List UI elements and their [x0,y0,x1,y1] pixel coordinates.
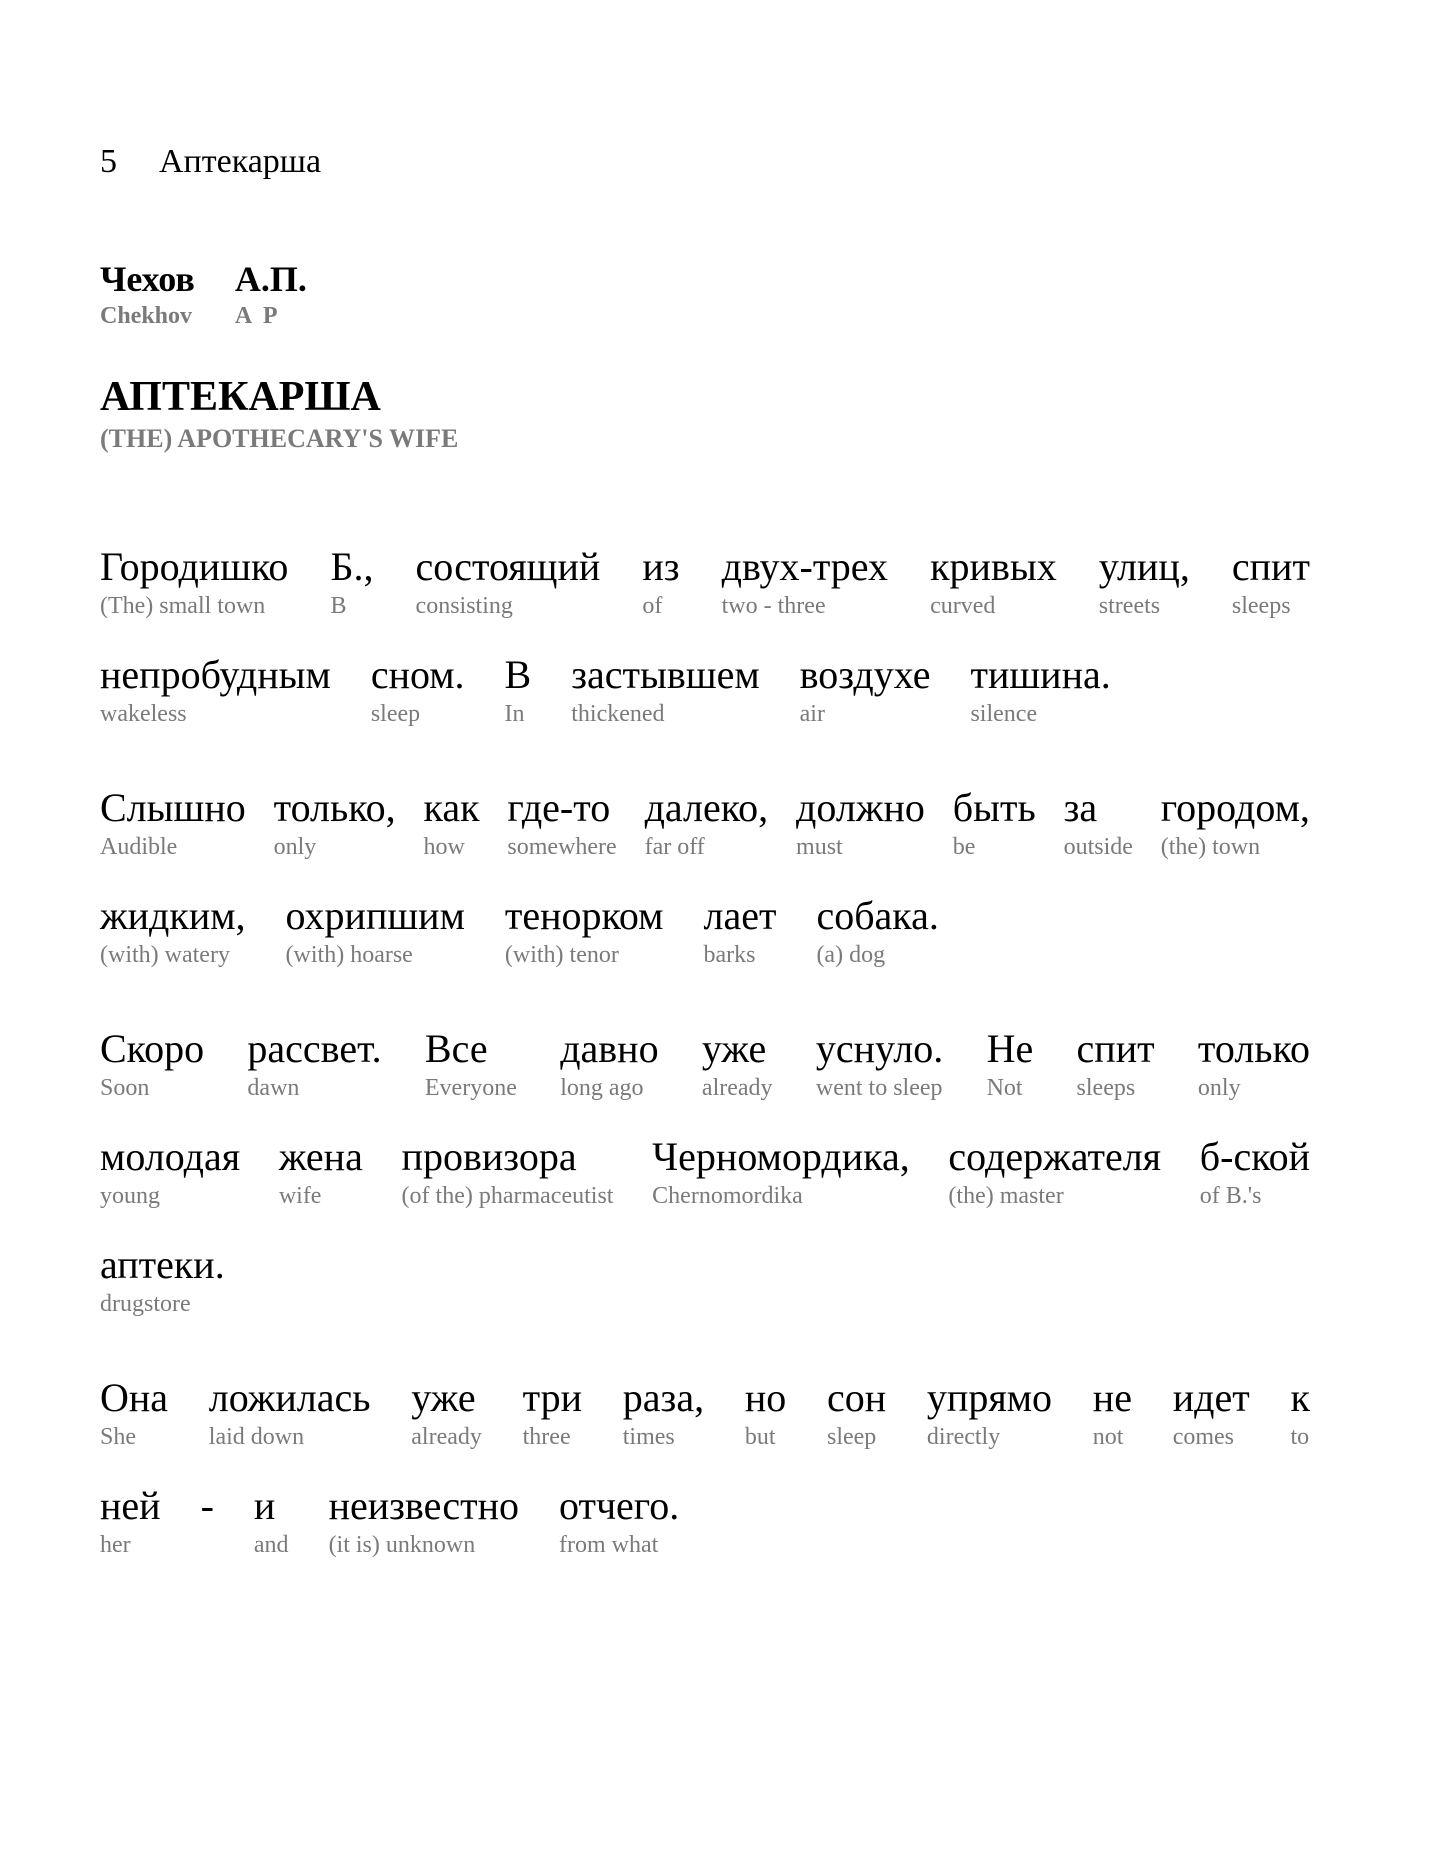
english-gloss: comes [1172,1424,1235,1450]
word-pair [100,1482,161,1560]
author-initials-pair [235,257,307,331]
running-title: Аптекарша [159,143,322,180]
english-gloss: streets [1098,593,1161,619]
word-pair [1161,784,1310,862]
english-gloss: (it is) unknown [328,1532,476,1558]
english-gloss: (the) town [1160,834,1261,860]
author-surname-gloss: Chekhov [100,303,193,329]
interlinear-line [100,1025,1310,1103]
russian-word: быть [952,785,1036,830]
english-gloss: dawn [247,1075,300,1101]
word-pair [1064,784,1133,862]
english-gloss: sleeps [1076,1075,1136,1101]
english-gloss: (The) small town [100,593,266,619]
word-pair [505,892,664,970]
russian-word: только, [273,785,396,830]
russian-word: собака. [816,893,939,938]
word-pair [523,1374,582,1452]
word-pair [209,1374,371,1452]
russian-word: раза, [622,1375,705,1420]
english-gloss: to [1290,1424,1310,1450]
russian-word: рассвет. [247,1026,382,1071]
page-number: 5 [100,143,117,180]
english-gloss: consisting [415,593,513,619]
english-gloss: times [622,1424,675,1450]
russian-word: Б., [330,544,374,589]
word-pair [100,1133,240,1211]
word-pair [371,651,465,729]
interlinear-line [100,1133,1310,1211]
word-pair [816,892,938,970]
word-pair [411,1374,482,1452]
story-title-block [100,371,1310,455]
word-pair [1173,1374,1250,1452]
russian-word: содержателя [948,1134,1162,1179]
russian-word: как [423,785,480,830]
russian-word: но [744,1375,787,1420]
word-pair [425,1025,517,1103]
english-gloss: thickened [571,701,665,727]
paragraph [100,784,1310,970]
paragraph [100,1025,1310,1319]
russian-word: сон [826,1375,887,1420]
russian-word: должно [796,785,925,830]
english-gloss: Everyone [424,1075,517,1101]
word-pair [100,1241,225,1319]
word-pair [623,1374,704,1452]
word-pair [930,543,1057,621]
english-gloss: air [799,701,825,727]
english-gloss: how [423,834,465,860]
word-pair [970,651,1110,729]
russian-word: три [522,1375,583,1420]
word-pair [703,892,776,970]
english-gloss: outside [1063,834,1133,860]
author-line [100,257,1310,331]
interlinear-line [100,1241,1310,1319]
english-gloss: (a) dog [816,942,886,968]
interlinear-line [100,1482,1310,1560]
story-title-gloss: (THE) APOTHECARY'S WIFE [100,424,459,453]
english-gloss: two - three [721,593,826,619]
interlinear-line [100,543,1310,621]
word-pair [927,1374,1052,1452]
russian-word: неизвестно [328,1483,519,1528]
word-pair [254,1482,289,1560]
word-pair [560,1025,658,1103]
russian-word: застывшем [571,652,760,697]
russian-word: кривых [930,544,1057,589]
word-pair [722,543,888,621]
russian-word: к [1290,1375,1310,1420]
word-pair [559,1482,679,1560]
russian-word: улиц, [1098,544,1190,589]
russian-word: лает [703,893,777,938]
russian-word: воздухе [799,652,931,697]
english-gloss: already [701,1075,773,1101]
russian-word: жидким, [100,893,246,938]
russian-word: Скоро [100,1026,205,1071]
russian-word: ней [100,1483,161,1528]
word-pair [745,1374,786,1452]
author-surname: Чехов [100,259,195,299]
russian-word: спит [1076,1026,1155,1071]
english-gloss: B [330,593,347,619]
english-gloss: silence [970,701,1038,727]
english-gloss: curved [930,593,996,619]
english-gloss: (the) master [948,1183,1064,1209]
russian-word: б-ской [1199,1134,1310,1179]
english-gloss: of [642,593,663,619]
russian-word: тишина. [970,652,1111,697]
paragraph [100,543,1310,729]
english-gloss: and [253,1532,289,1558]
russian-word: где-то [507,785,611,830]
russian-word: упрямо [926,1375,1053,1420]
russian-word: за [1063,785,1098,830]
english-gloss: Soon [100,1075,150,1101]
interlinear-line [100,1374,1310,1452]
english-gloss: (of the) pharmaceutist [401,1183,614,1209]
english-gloss: be [952,834,976,860]
word-pair [505,651,532,729]
word-pair [987,1025,1034,1103]
word-pair [100,892,246,970]
russian-word: аптеки. [100,1242,225,1287]
word-pair [279,1133,363,1211]
word-pair [796,784,925,862]
russian-word: - [200,1483,214,1528]
english-gloss: young [100,1183,160,1209]
russian-word: В [504,652,532,697]
russian-word: городом, [1160,785,1310,830]
story-title: АПТЕКАРША [100,374,381,420]
word-pair [1099,543,1190,621]
author-initials: А.П. [234,259,307,299]
russian-word: Слышно [100,785,246,830]
russian-word: провизора [401,1134,577,1179]
russian-word: отчего. [558,1483,680,1528]
word-pair [274,784,396,862]
english-gloss: not [1092,1424,1124,1450]
russian-word: ложилась [208,1375,371,1420]
word-pair [100,784,246,862]
english-gloss: Not [986,1075,1023,1101]
english-gloss: (with) tenor [504,942,619,968]
english-gloss: sleeps [1231,593,1291,619]
english-gloss: already [411,1424,482,1450]
word-pair [100,1374,168,1452]
running-header [100,142,1310,182]
word-pair [1198,1025,1310,1103]
russian-word: Она [100,1375,169,1420]
english-gloss: went to sleep [815,1075,943,1101]
english-gloss: her [100,1532,131,1558]
russian-word: охрипшим [285,893,465,938]
interlinear-line [100,651,1310,729]
english-gloss: In [504,701,525,727]
russian-word: тенорком [504,893,664,938]
word-pair [100,543,288,621]
word-pair [645,784,769,862]
english-gloss: long ago [560,1075,644,1101]
word-pair [402,1133,614,1211]
english-gloss: (with) watery [100,942,230,968]
english-gloss: sleep [370,701,421,727]
russian-word: жена [278,1134,363,1179]
english-gloss: Audible [100,834,178,860]
russian-word: уже [701,1026,767,1071]
russian-word: Черномордика, [652,1134,910,1179]
english-gloss: barks [703,942,756,968]
russian-word: Городишко [100,544,289,589]
english-gloss: laid down [208,1424,305,1450]
russian-word: молодая [100,1134,241,1179]
russian-word: спит [1231,544,1310,589]
russian-word: состоящий [415,544,601,589]
english-gloss: wakeless [100,701,187,727]
english-gloss: sleep [826,1424,877,1450]
russian-word: уснуло. [815,1026,944,1071]
word-pair [948,1133,1161,1211]
russian-word: Не [986,1026,1034,1071]
paragraph [100,1374,1310,1560]
english-gloss: from what [558,1532,659,1558]
english-gloss: only [273,834,317,860]
interlinear-line [100,784,1310,862]
word-pair [1290,1374,1309,1452]
russian-word: Все [424,1026,488,1071]
russian-word: не [1092,1375,1132,1420]
english-gloss: far off [644,834,705,860]
russian-word: далеко, [644,785,769,830]
word-pair [286,892,465,970]
word-pair [247,1025,381,1103]
word-pair [331,543,374,621]
word-pair [201,1482,214,1560]
russian-word: давно [560,1026,659,1071]
word-pair [953,784,1036,862]
word-pair [416,543,601,621]
word-pair [571,651,759,729]
word-pair [652,1133,910,1211]
word-pair [329,1482,519,1560]
russian-word: двух-трех [721,544,889,589]
english-gloss: only [1197,1075,1241,1101]
russian-word: непробудным [100,652,331,697]
english-gloss: drugstore [100,1291,191,1317]
word-pair [800,651,931,729]
russian-word: идет [1172,1375,1250,1420]
word-pair [642,543,679,621]
english-gloss: of B.'s [1199,1183,1262,1209]
russian-word: из [642,544,680,589]
word-pair [827,1374,886,1452]
english-gloss: She [100,1424,136,1450]
english-gloss: must [796,834,843,860]
word-pair [816,1025,943,1103]
russian-word: сном. [370,652,465,697]
author-surname-pair [100,257,195,331]
word-pair [507,784,616,862]
english-gloss: wife [278,1183,322,1209]
word-pair [100,1025,204,1103]
english-gloss: three [522,1424,571,1450]
word-pair [424,784,480,862]
word-pair [100,651,331,729]
word-pair [1093,1374,1132,1452]
english-gloss: Chernomordika [652,1183,803,1209]
russian-word: уже [411,1375,476,1420]
english-gloss: but [744,1424,776,1450]
word-pair [1232,543,1310,621]
russian-word: и [253,1483,276,1528]
word-pair [1200,1133,1310,1211]
word-pair [1077,1025,1155,1103]
word-pair [702,1025,773,1103]
english-gloss: directly [926,1424,1001,1450]
interlinear-line [100,892,1310,970]
author-initials-gloss: A P [234,303,278,329]
english-gloss: somewhere [507,834,617,860]
english-gloss: (with) hoarse [285,942,413,968]
interlinear-text [100,543,1310,1560]
russian-word: только [1197,1026,1310,1071]
